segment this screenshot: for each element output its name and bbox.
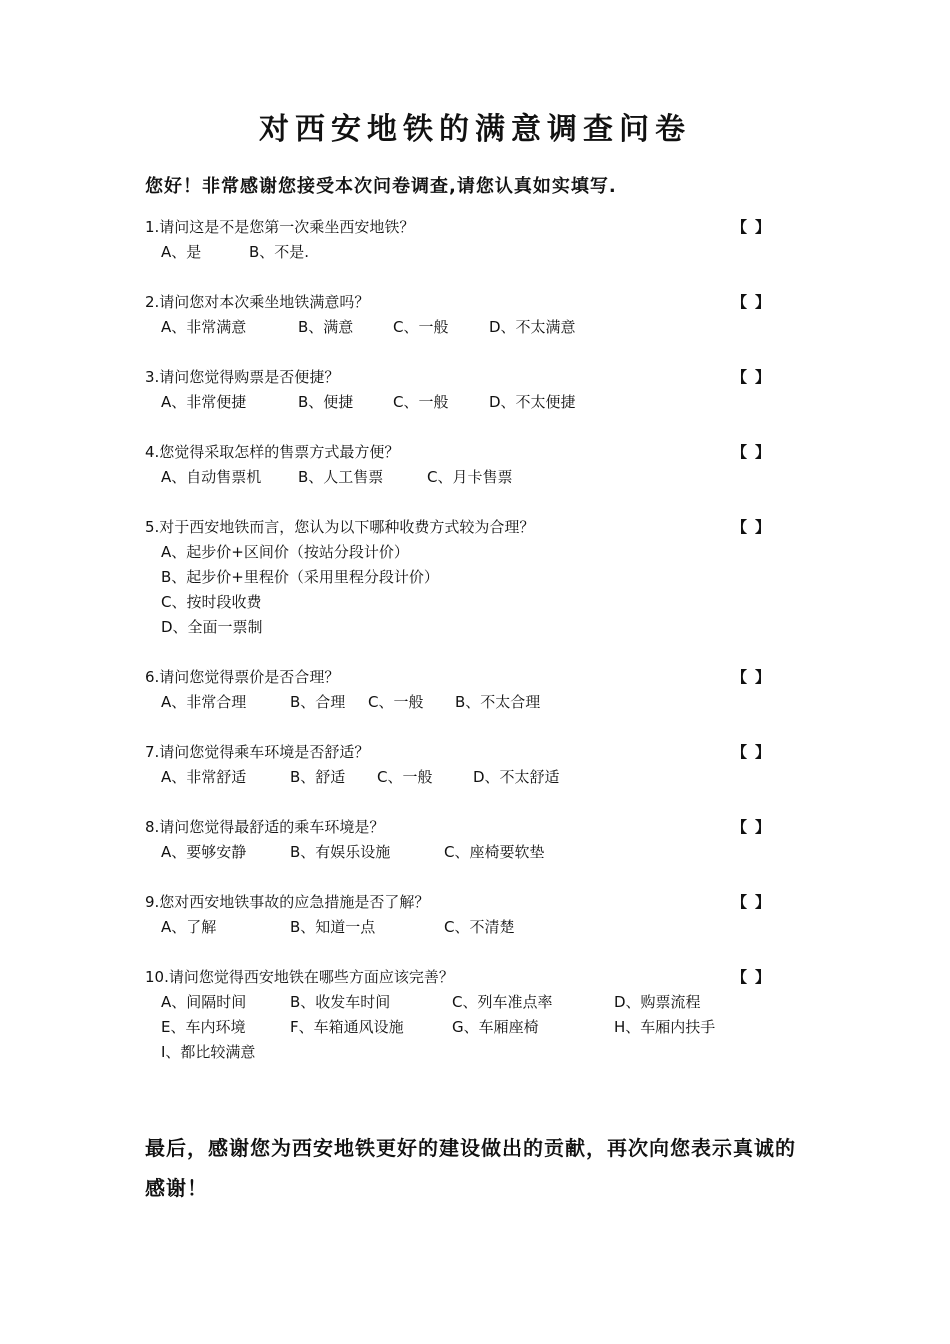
- question-header: [145, 515, 785, 540]
- option-row: [145, 465, 785, 490]
- answer-bracket[interactable]: [732, 515, 770, 540]
- option-row: [145, 915, 785, 940]
- answer-option[interactable]: A、了解: [161, 918, 217, 936]
- answer-option[interactable]: H、车厢内扶手: [614, 1018, 716, 1036]
- answer-option[interactable]: E、车内环境: [161, 1018, 246, 1036]
- answer-option[interactable]: A、间隔时间: [161, 993, 247, 1011]
- question-6: [145, 665, 785, 715]
- bracket-open: 【: [732, 443, 748, 461]
- answer-bracket[interactable]: [732, 365, 770, 390]
- question-text: 2.请问您对本次乘坐地铁满意吗？: [145, 293, 370, 311]
- question-1: [145, 215, 785, 265]
- bracket-open: 【: [732, 668, 748, 686]
- question-header: [145, 815, 785, 840]
- question-4: [145, 440, 785, 490]
- option-row: [145, 990, 785, 1015]
- option-row: [145, 1040, 785, 1065]
- answer-option[interactable]: C、列车准点率: [452, 993, 553, 1011]
- question-text: 8.请问您觉得最舒适的乘车环境是？: [145, 818, 385, 836]
- answer-option[interactable]: A、起步价+区间价（按站分段计价）: [161, 543, 409, 561]
- question-7: [145, 740, 785, 790]
- answer-option[interactable]: B、知道一点: [290, 918, 376, 936]
- answer-option[interactable]: A、非常合理: [161, 693, 247, 711]
- question-9: [145, 890, 785, 940]
- question-2: [145, 290, 785, 340]
- closing-text: 最后，感谢您为西安地铁更好的建设做出的贡献，再次向您表示真诚的感谢！: [145, 1136, 796, 1200]
- bracket-close: 】: [754, 818, 770, 836]
- question-3: [145, 365, 785, 415]
- answer-option[interactable]: C、一般: [393, 318, 449, 336]
- answer-option[interactable]: A、是: [161, 243, 202, 261]
- question-text: 1.请问这是不是您第一次乘坐西安地铁？: [145, 218, 415, 236]
- question-text: 9.您对西安地铁事故的应急措施是否了解？: [145, 893, 430, 911]
- bracket-open: 【: [732, 968, 748, 986]
- bracket-open: 【: [732, 518, 748, 536]
- answer-bracket[interactable]: [732, 740, 770, 765]
- answer-bracket[interactable]: [732, 290, 770, 315]
- bracket-open: 【: [732, 818, 748, 836]
- question-header: [145, 965, 785, 990]
- answer-option[interactable]: C、一般: [368, 693, 424, 711]
- answer-bracket[interactable]: [732, 965, 770, 990]
- answer-option[interactable]: B、不太合理: [455, 693, 541, 711]
- question-header: [145, 665, 785, 690]
- answer-option[interactable]: D、购票流程: [614, 993, 701, 1011]
- answer-option[interactable]: B、舒适: [290, 768, 346, 786]
- bracket-close: 】: [754, 668, 770, 686]
- answer-option[interactable]: B、满意: [298, 318, 354, 336]
- answer-option[interactable]: C、月卡售票: [427, 468, 513, 486]
- question-header: [145, 215, 785, 240]
- answer-option[interactable]: B、不是.: [249, 243, 310, 261]
- question-list: [145, 215, 785, 1090]
- answer-option[interactable]: A、非常满意: [161, 318, 247, 336]
- answer-option[interactable]: A、非常舒适: [161, 768, 247, 786]
- question-header: [145, 365, 785, 390]
- option-row: [145, 565, 785, 590]
- question-5: [145, 515, 785, 640]
- question-text: 3.请问您觉得购票是否便捷？: [145, 368, 340, 386]
- option-row: [145, 765, 785, 790]
- answer-option[interactable]: D、不太便捷: [489, 393, 576, 411]
- bracket-close: 】: [754, 893, 770, 911]
- answer-bracket[interactable]: [732, 815, 770, 840]
- bracket-open: 【: [732, 743, 748, 761]
- answer-option[interactable]: B、合理: [290, 693, 346, 711]
- answer-bracket[interactable]: [732, 665, 770, 690]
- bracket-close: 】: [754, 293, 770, 311]
- question-10: [145, 965, 785, 1065]
- answer-option[interactable]: D、不太满意: [489, 318, 576, 336]
- question-header: [145, 890, 785, 915]
- option-row: [145, 615, 785, 640]
- question-header: [145, 440, 785, 465]
- answer-option[interactable]: B、人工售票: [298, 468, 384, 486]
- answer-option[interactable]: C、座椅要软垫: [444, 843, 545, 861]
- answer-option[interactable]: C、按时段收费: [161, 593, 262, 611]
- option-row: [145, 390, 785, 415]
- bracket-close: 】: [754, 743, 770, 761]
- answer-option[interactable]: C、一般: [393, 393, 449, 411]
- intro-text: 您好！非常感谢您接受本次问卷调查,请您认真如实填写.: [145, 176, 617, 197]
- bracket-close: 】: [754, 218, 770, 236]
- question-8: [145, 815, 785, 865]
- answer-option[interactable]: G、车厢座椅: [452, 1018, 539, 1036]
- bracket-close: 】: [754, 968, 770, 986]
- answer-option[interactable]: B、便捷: [298, 393, 354, 411]
- question-text: 5.对于西安地铁而言，您认为以下哪种收费方式较为合理？: [145, 518, 535, 536]
- bracket-open: 【: [732, 368, 748, 386]
- answer-option[interactable]: I、都比较满意: [161, 1043, 256, 1061]
- answer-bracket[interactable]: [732, 440, 770, 465]
- question-text: 6.请问您觉得票价是否合理？: [145, 668, 340, 686]
- page-title: 对西安地铁的满意调查问卷: [259, 112, 691, 147]
- answer-option[interactable]: D、全面一票制: [161, 618, 263, 636]
- answer-option[interactable]: B、收发车时间: [290, 993, 391, 1011]
- bracket-close: 】: [754, 518, 770, 536]
- answer-bracket[interactable]: [732, 890, 770, 915]
- question-text: 4.您觉得采取怎样的售票方式最方便？: [145, 443, 400, 461]
- question-header: [145, 740, 785, 765]
- option-row: [145, 240, 785, 265]
- option-row: [145, 540, 785, 565]
- answer-bracket[interactable]: [732, 215, 770, 240]
- option-row: [145, 840, 785, 865]
- option-row: [145, 690, 785, 715]
- answer-option[interactable]: D、不太舒适: [473, 768, 560, 786]
- bracket-close: 】: [754, 368, 770, 386]
- answer-option[interactable]: A、非常便捷: [161, 393, 247, 411]
- answer-option[interactable]: B、起步价+里程价（采用里程分段计价）: [161, 568, 439, 586]
- question-text: 10.请问您觉得西安地铁在哪些方面应该完善？: [145, 968, 454, 986]
- answer-option[interactable]: B、有娱乐设施: [290, 843, 391, 861]
- answer-option[interactable]: C、一般: [377, 768, 433, 786]
- answer-option[interactable]: A、自动售票机: [161, 468, 262, 486]
- answer-option[interactable]: C、不清楚: [444, 918, 515, 936]
- bracket-close: 】: [754, 443, 770, 461]
- bracket-open: 【: [732, 893, 748, 911]
- bracket-open: 【: [732, 218, 748, 236]
- option-row: [145, 1015, 785, 1040]
- bracket-open: 【: [732, 293, 748, 311]
- question-header: [145, 290, 785, 315]
- question-text: 7.请问您觉得乘车环境是否舒适？: [145, 743, 370, 761]
- option-row: [145, 315, 785, 340]
- option-row: [145, 590, 785, 615]
- answer-option[interactable]: F、车箱通风设施: [290, 1018, 404, 1036]
- answer-option[interactable]: A、要够安静: [161, 843, 247, 861]
